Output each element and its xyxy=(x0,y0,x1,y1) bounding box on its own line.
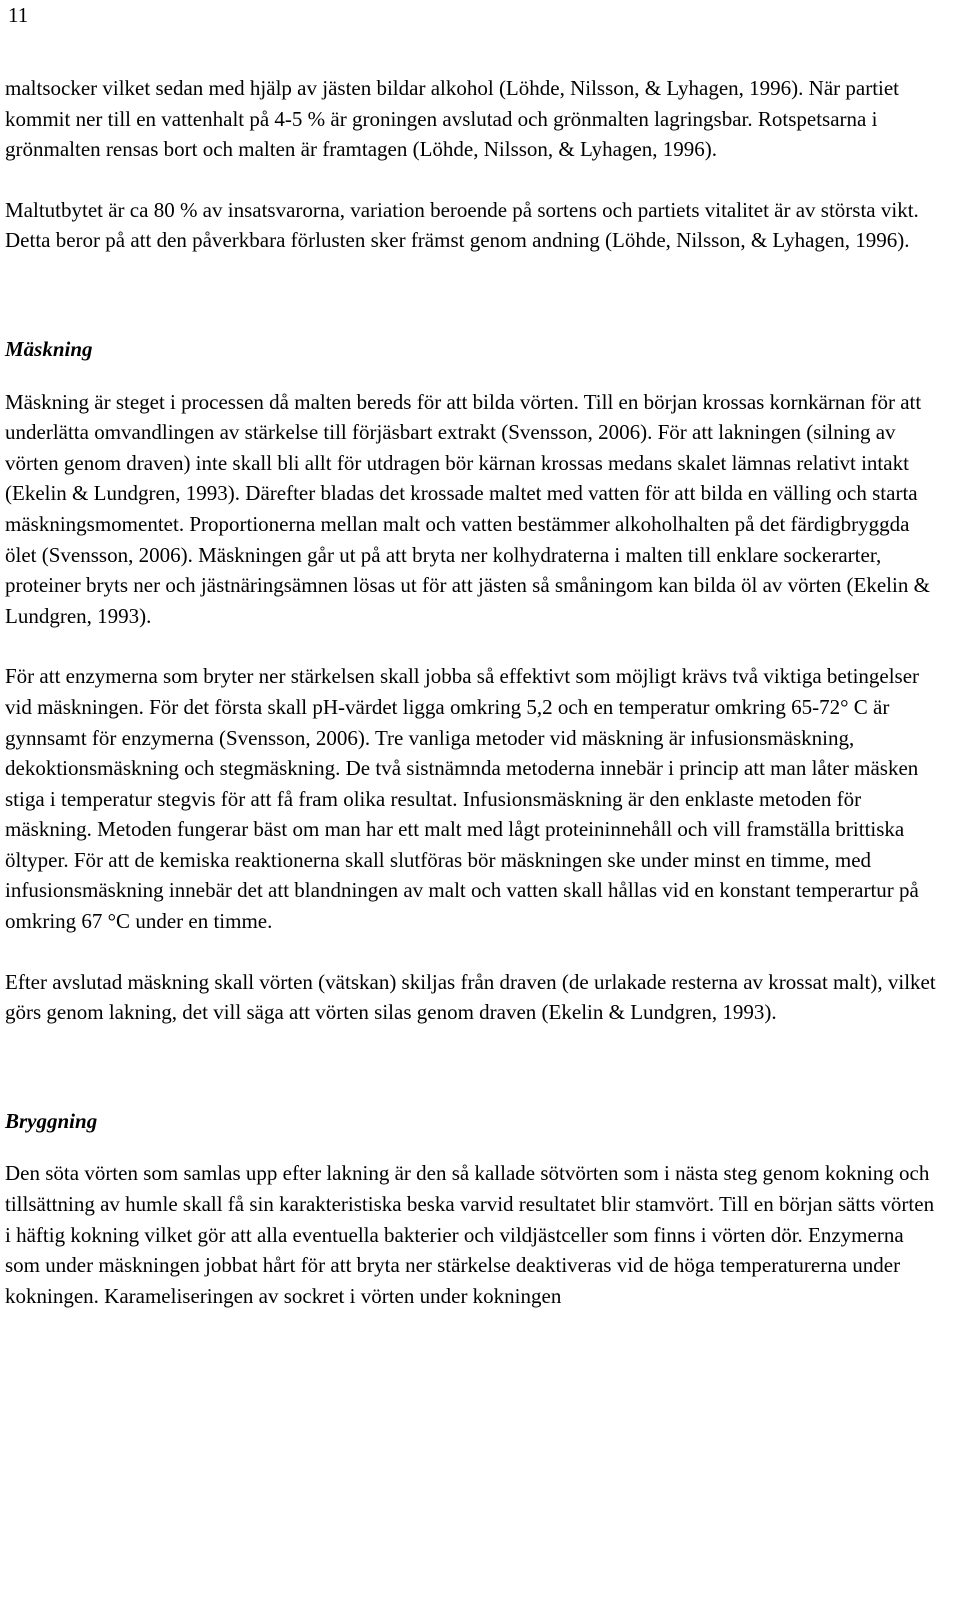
paragraph-enzymes: För att enzymerna som bryter ner stärkelsen skall jobba så effektivt som möjligt krävs två viktiga betingelser vid mäskningen. För det första skall pH-värdet ligga omkring 5,2 och en temperatur omkring 65-72° C är gynnsamt för enzymerna (Svensson, 2006). Tre vanliga metoder vid mäskning är infusionsmäskning, dekoktionsmäskning och stegmäskning. De två sistnämnda metoderna innebär i princip att man låter mäsken stiga i temperatur stegvis för att få fram olika resultat. Infusionsmäskning är den enklaste metoden för mäskning. Metoden fungerar bäst om man har ett malt med lågt proteininnehåll och vill framställa brittiska öltyper. För att de kemiska reaktionerna skall slutföras bör mäskningen ske under minst en timme, med infusionsmäskning innebär det att blandningen av malt och vatten skall hållas vid en konstant temperartur på omkring 67 °C under en timme. xyxy=(5,664,920,934)
paragraph-lautering: Efter avslutad mäskning skall vörten (vätskan) skiljas från draven (de urlakade resterna av krossat malt), vilket görs genom lakning, det vill säga att vörten silas genom draven (Ekelin & Lundgren, 1993). xyxy=(5,969,936,1025)
section-heading-bryggning: Bryggning xyxy=(5,1108,98,1133)
document-body xyxy=(5,73,941,1311)
paragraph-spacer xyxy=(5,937,941,967)
paragraph-boiling: Den söta vörten som samlas upp efter lakning är den så kallade sötvörten som i nästa steg genom kokning och tillsättning av humle skall få sin karakteristiska beska varvid resultatet blir stamvört. Till en början sätts vörten i häftig kokning vilket gör att alla eventuella bakterier och vildjästceller som finns i vörten dör. Enzymerna som under mäskningen jobbat hårt för att bryta ner stärkelse deaktiveras vid de höga temperaturerna under kokningen. Karameliseringen av sockret i vörten under kokningen xyxy=(5,1161,935,1308)
paragraph-maskning-intro: Mäskning är steget i processen då malten bereds för att bilda vörten. Till en början krossas kornkärnan för att underlätta omvandlingen av stärkelse till förjäsbart extrakt (Svensson, 2006). För att lakningen (silning av vörten genom draven) inte skall bli allt för utdragen bör kärnan krossas medans skalet lämnas relativt intakt (Ekelin & Lundgren, 1993). Därefter bladas det krossade maltet med vatten för att bilda en välling och starta mäskningsmomentet. Proportionerna mellan malt och vatten bestämmer alkoholhalten på det färdigbryggda ölet (Svensson, 2006). Mäskningen går ut på att bryta ner kolhydraterna i malten till enklare sockerarter, proteiner bryts ner och jästnäringsämnen lösas ut för att jästen så småningom kan bilda öl av vörten (Ekelin & Lundgren, 1993). xyxy=(5,389,930,628)
section-spacer xyxy=(5,256,941,334)
paragraph-spacer xyxy=(5,631,941,661)
heading-spacer xyxy=(5,1136,941,1158)
page-number: 11 xyxy=(8,3,29,27)
section-spacer xyxy=(5,1028,941,1106)
section-heading-maskning: Mäskning xyxy=(5,336,93,361)
paragraph-spacer xyxy=(5,165,941,195)
paragraph-malting-end: maltsocker vilket sedan med hjälp av jästen bildar alkohol (Löhde, Nilsson, & Lyhagen, 1996). När partiet kommit ner till en vattenhalt på 4-5 % är groningen avslutad och grönmalten lagringsbar. Rotspetsarna i grönmalten rensas bort och malten är framtagen (Löhde, Nilsson, & Lyhagen, 1996). xyxy=(5,76,900,162)
paragraph-malt-yield: Maltutbytet är ca 80 % av insatsvarorna, variation beroende på sortens och partiets vitalitet är av största vikt. Detta beror på att den påverkbara förlusten sker främst genom andning (Löhde, Nilsson, & Lyhagen, 1996). xyxy=(5,197,919,253)
heading-spacer xyxy=(5,365,941,387)
